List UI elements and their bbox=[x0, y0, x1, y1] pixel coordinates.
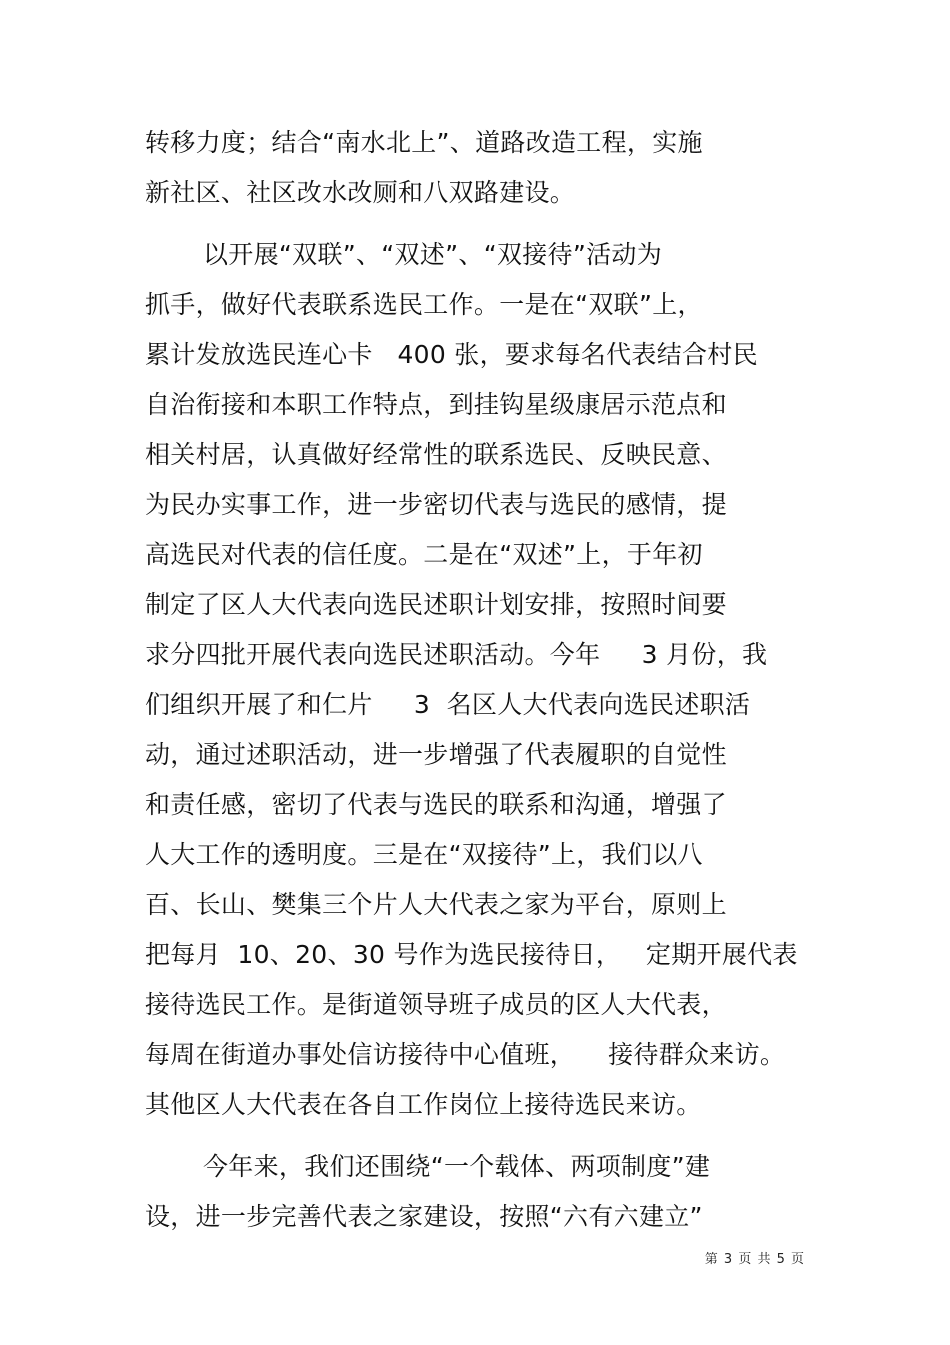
text-line: 为民办实事工作，进一步密切代表与选民的感情，提 bbox=[145, 490, 727, 519]
page-number: 第 3 页 共 5 页 bbox=[704, 1252, 805, 1267]
text-line: 百、长山、樊集三个片人大代表之家为平台，原则上 bbox=[145, 890, 727, 919]
text-line: 每周在街道办事处信访接待中心值班， 接待群众来访。 bbox=[145, 1040, 786, 1069]
text-line: 累计发放选民连心卡 400 张，要求每名代表结合村民 bbox=[145, 340, 758, 369]
text-line: 相关村居，认真做好经常性的联系选民、反映民意、 bbox=[145, 440, 727, 469]
text-line: 其他区人大代表在各自工作岗位上接待选民来访。 bbox=[145, 1090, 702, 1119]
text-line: 人大工作的透明度。三是在“双接待”上，我们以八 bbox=[145, 840, 703, 869]
text-line: 设，进一步完善代表之家建设，按照“六有六建立” bbox=[145, 1202, 703, 1231]
text-line: 们组织开展了和仁片 3 名区人大代表向选民述职活 bbox=[145, 690, 751, 719]
paragraph-start-line: 以开展“双联”、“双述”、“双接待”活动为 bbox=[203, 240, 663, 269]
text-line: 高选民对代表的信任度。二是在“双述”上，于年初 bbox=[145, 540, 703, 569]
text-line: 和责任感，密切了代表与选民的联系和沟通，增强了 bbox=[145, 790, 727, 819]
text-line: 动，通过述职活动，进一步增强了代表履职的自觉性 bbox=[145, 740, 727, 769]
text-line: 制定了区人大代表向选民述职计划安排，按照时间要 bbox=[145, 590, 727, 619]
text-line: 把每月 10、20、30 号作为选民接待日， 定期开展代表 bbox=[145, 940, 798, 969]
text-line: 接待选民工作。是街道领导班子成员的区人大代表， bbox=[145, 990, 727, 1019]
text-line: 自治衔接和本职工作特点，到挂钩星级康居示范点和 bbox=[145, 390, 727, 419]
paragraph-start-line: 今年来，我们还围绕“一个载体、两项制度”建 bbox=[203, 1152, 711, 1181]
text-line: 抓手，做好代表联系选民工作。一是在“双联”上， bbox=[145, 290, 703, 319]
body-text bbox=[145, 118, 825, 1242]
text-line: 新社区、社区改水改厕和八双路建设。 bbox=[145, 178, 576, 207]
text-line: 求分四批开展代表向选民述职活动。今年 3 月份，我 bbox=[145, 640, 768, 669]
text-line: 转移力度；结合“南水北上”、道路改造工程，实施 bbox=[145, 128, 703, 157]
